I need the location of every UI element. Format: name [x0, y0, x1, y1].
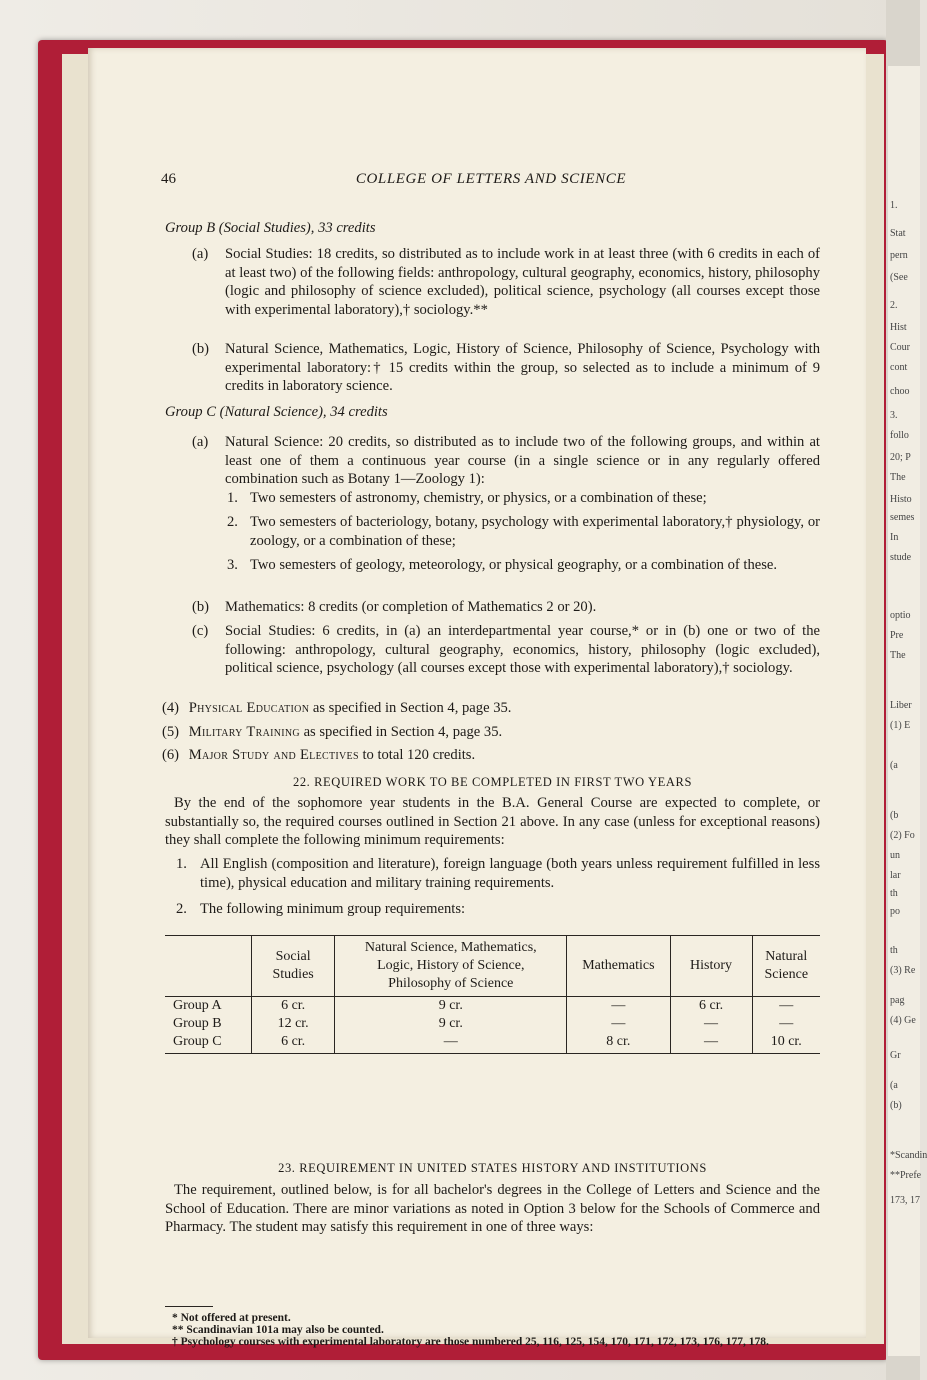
next-page-fragment: (1) E: [890, 720, 911, 731]
next-page-fragment: (See: [890, 272, 908, 283]
table-cell: 9 cr.: [335, 1015, 567, 1033]
group-b-item-a: [192, 245, 820, 319]
next-page-fragment: 20; P: [890, 452, 911, 463]
group-b-b-label: (b): [192, 341, 210, 357]
next-page-fragment: follo: [890, 430, 909, 441]
group-c-item-3: [227, 556, 820, 575]
next-page-fragment: The: [890, 650, 906, 661]
next-page-fragment: optio: [890, 610, 911, 621]
group-c-c-text: Social Studies: 6 credits, in (a) an interdepartmental year course,* or in (b) one or two of the following: anthropology, cultural geography, economics, history, philosophy (logic excluded), political science, psychology (all courses except those with experimental laboratory),† sociology.: [225, 623, 820, 677]
table-cell: 6 cr.: [670, 997, 752, 1016]
section-22-point-2-label: 2.: [176, 901, 187, 917]
next-page-fragment: 2.: [890, 300, 898, 311]
section-22-point-1-text: All English (composition and literature), foreign language (both years unless requirement fulfilled in less time), physical education and military training requirements.: [200, 856, 820, 891]
next-page-fragment: (a: [890, 760, 898, 771]
section-22-point-2-text: The following minimum group requirements:: [200, 901, 466, 917]
next-page-fragment: (a: [890, 1080, 898, 1091]
section-22-point-1: [176, 855, 820, 892]
item-6-title: Major Study and Electives: [188, 747, 359, 763]
next-page-strip: [886, 0, 927, 1380]
item-5-label: (5): [162, 724, 180, 740]
running-title: COLLEGE OF LETTERS AND SCIENCE: [355, 171, 627, 187]
group-c-a-text: Natural Science: 20 credits, so distributed as to include two of the following groups, and within at least one of them a continuous year course (in a single science or in any regularly offered combination such as Botany 1—Zoology 1):: [225, 434, 820, 488]
table-header-row: [165, 936, 820, 997]
next-page-fragment: Pre: [890, 630, 904, 641]
group-c-a-label: (a): [192, 434, 209, 450]
table-header-cell: Natural Science: [752, 936, 820, 997]
group-b-heading: Group B (Social Studies), 33 credits: [165, 220, 376, 236]
table-row: [165, 1015, 820, 1033]
next-page-fragment: (b: [890, 810, 899, 821]
item-5-rest: as specified in Section 4, page 35.: [299, 724, 503, 740]
table-cell: —: [779, 1016, 794, 1031]
item-physical-education: [162, 699, 822, 718]
next-page-fragment: (3) Re: [890, 965, 916, 976]
next-page-fragment: Hist: [890, 322, 907, 333]
book-page: [88, 48, 866, 1338]
group-c-item-1: [227, 489, 820, 508]
table-header-cell: Social Studies: [251, 936, 335, 997]
next-page-fragment: pern: [890, 250, 908, 261]
group-c-heading: Group C (Natural Science), 34 credits: [165, 404, 388, 420]
group-c-2-text: Two semesters of bacteriology, botany, psychology with experimental laboratory,† physiology, or zoology, or a combination of these;: [250, 514, 820, 549]
next-page-fragment: stude: [890, 552, 912, 563]
group-b-b-text: Natural Science, Mathematics, Logic, History of Science, Philosophy of Science, Psychology with experimental laboratory:† 15 credits within the group, so selected as to include a minimum of 9 credits in laboratory science.: [225, 341, 820, 395]
group-c-1-label: 1.: [227, 490, 238, 506]
table-row: [165, 997, 820, 1016]
table-cell: —: [335, 1033, 567, 1054]
next-page-fragment: (4) Ge: [890, 1015, 916, 1026]
section-23-heading: 23. REQUIREMENT IN UNITED STATES HISTORY AND INSTITUTIONS: [278, 1161, 707, 1175]
next-page-fragment: Stat: [890, 228, 906, 239]
section-22-heading: 22. REQUIRED WORK TO BE COMPLETED IN FIRST TWO YEARS: [292, 775, 693, 789]
next-page-fragment: (2) Fo: [890, 830, 915, 841]
next-page-fragment: Histo: [890, 494, 912, 505]
next-page-fragment: po: [890, 906, 900, 917]
table-cell: Group B: [165, 1015, 251, 1033]
table-cell: 6 cr.: [251, 1033, 335, 1054]
section-22-intro: By the end of the sophomore year students in the B.A. General Course are expected to complete, or substantially so, the required courses outlined in Section 21 above. In any case (unless for exceptional reasons) they shall complete the following minimum requirements:: [165, 795, 820, 849]
table-header-cell: [165, 936, 251, 997]
group-c-b-text: Mathematics: 8 credits (or completion of Mathematics 2 or 20).: [225, 599, 597, 615]
next-page-fragment: choo: [890, 386, 910, 397]
next-page-fragment: **Prefe: [890, 1170, 922, 1181]
footnote-3: † Psychology courses with experimental laboratory are those numbered 25, 116, 125, 154, 170, 171, 172, 173, 176, 177, 178.: [172, 1336, 769, 1348]
next-page-fragment: th: [890, 888, 898, 899]
next-page-fragment: 3.: [890, 410, 898, 421]
table-cell: —: [670, 1015, 752, 1033]
group-c-item-a: [192, 433, 820, 489]
table-cell: 8 cr.: [567, 1033, 670, 1054]
group-c-c-label: (c): [192, 623, 209, 639]
group-c-2-label: 2.: [227, 514, 238, 530]
item-4-title: Physical Education: [188, 700, 310, 716]
next-page-fragment: cont: [890, 362, 908, 373]
next-page-fragment: In: [890, 532, 899, 543]
table-cell: —: [670, 1033, 752, 1054]
table-header-cell: Mathematics: [567, 936, 670, 997]
next-page-fragment: un: [890, 850, 900, 861]
table-cell: 10 cr.: [752, 1033, 820, 1054]
table-header-cell: Natural Science, Mathematics, Logic, History of Science, Philosophy of Science: [335, 936, 567, 997]
item-6-rest: to total 120 credits.: [358, 747, 476, 763]
group-c-3-text: Two semesters of geology, meteorology, or physical geography, or a combination of these.: [250, 557, 778, 573]
section-22-point-1-label: 1.: [176, 856, 187, 872]
table-cell: Group A: [165, 997, 251, 1016]
group-b-a-label: (a): [192, 246, 209, 262]
group-c-item-2: [227, 513, 820, 550]
next-page-fragment: The: [890, 472, 906, 483]
footnote-rule: [165, 1306, 213, 1307]
item-4-rest: as specified in Section 4, page 35.: [309, 700, 512, 716]
next-page-fragment: 173, 17: [890, 1195, 920, 1206]
next-page-fragment: pag: [890, 995, 905, 1006]
next-page-fragment: 1.: [890, 200, 898, 211]
group-c-1-text: Two semesters of astronomy, chemistry, or physics, or a combination of these;: [250, 490, 707, 506]
table-row: [165, 1033, 820, 1054]
item-military-training: [162, 723, 822, 742]
table-cell: 9 cr.: [335, 997, 567, 1016]
table-cell: 6 cr.: [251, 997, 335, 1016]
table-cell: —: [567, 997, 670, 1016]
item-6-label: (6): [162, 747, 180, 763]
table-cell: 12 cr.: [251, 1015, 335, 1033]
group-c-item-b: [192, 598, 820, 617]
next-page-fragment: *Scandin: [890, 1150, 927, 1161]
table-cell: —: [567, 1015, 670, 1033]
group-c-3-label: 3.: [227, 557, 238, 573]
next-page-fragment: semes: [890, 512, 915, 523]
section-22-point-2: [176, 900, 820, 919]
section-23-intro: The requirement, outlined below, is for all bachelor's degrees in the College of Letters and Science and the School of Education. There are minor variations as noted in Option 3 below for the Schools of Commerce and Pharmacy. The student may satisfy this requirement in one of three ways:: [165, 1182, 820, 1236]
group-requirements-table: [165, 935, 820, 1054]
table-header-cell: History: [670, 936, 752, 997]
next-page-fragment: lar: [890, 870, 901, 881]
running-header: [161, 171, 821, 191]
next-page-fragment: (b): [890, 1100, 902, 1111]
group-b-item-b: [192, 340, 820, 396]
group-b-a-text: Social Studies: 18 credits, so distributed as to include work in at least three (with 6 credits in each of at least two) of the following fields: anthropology, cultural geography, economics, history, philosophy (logic and philosophy of science excluded), political science, psychology (all courses except those with experimental laboratory),† sociology.**: [225, 246, 820, 318]
next-page-fragment: Cour: [890, 342, 910, 353]
table-cell: Group C: [165, 1033, 251, 1054]
footnote-1: * Not offered at present.: [172, 1312, 291, 1324]
item-4-label: (4): [162, 700, 180, 716]
footnote-2: ** Scandinavian 101a may also be counted.: [172, 1324, 384, 1336]
item-5-title: Military Training: [188, 724, 300, 740]
item-major-study: [162, 746, 822, 765]
next-page-fragment: th: [890, 945, 898, 956]
table-cell: —: [779, 998, 794, 1013]
page-number: 46: [161, 171, 176, 187]
group-c-b-label: (b): [192, 599, 210, 615]
next-page-fragment: Liber: [890, 700, 912, 711]
next-page-fragment: Gr: [890, 1050, 901, 1061]
group-c-item-c: [192, 622, 820, 678]
